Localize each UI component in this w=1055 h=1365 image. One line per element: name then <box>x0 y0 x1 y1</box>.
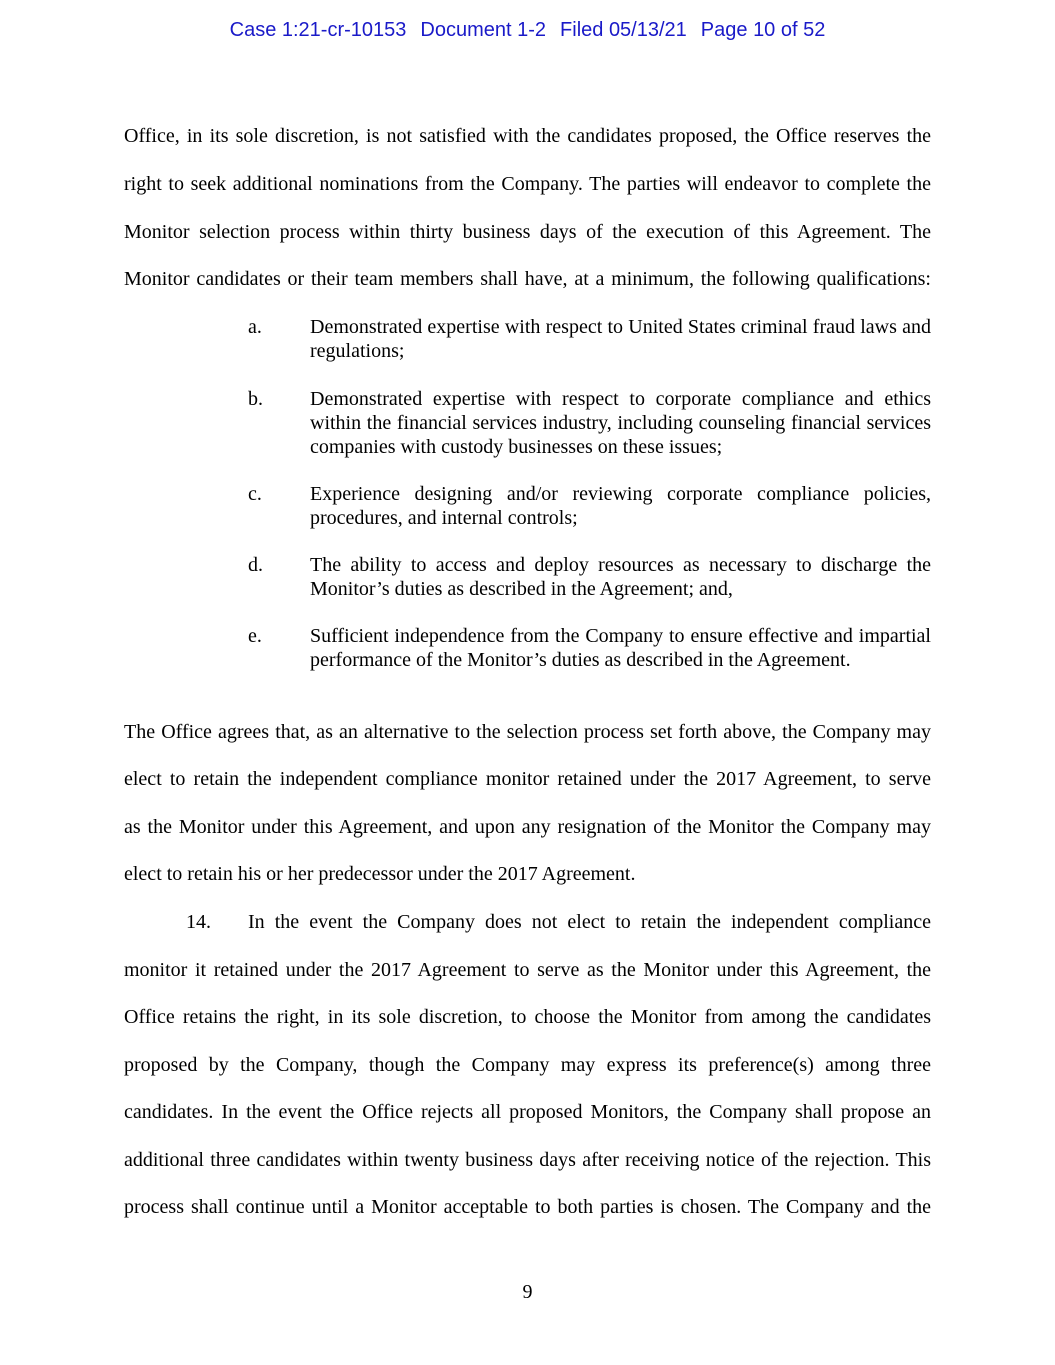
body-line: candidates. In the event the Office rejects all proposed Monitors, the Company shall propose an <box>124 1101 931 1123</box>
document-number: Document 1-2 <box>420 19 547 41</box>
court-filing-header <box>0 19 1055 42</box>
body-line: elect to retain the independent compliance monitor retained under the 2017 Agreement, to serve <box>124 768 931 790</box>
list-marker: a. <box>248 316 262 338</box>
body-line: Monitor candidates or their team members shall have, at a minimum, the following qualifications: <box>124 268 931 290</box>
case-number: Case 1:21-cr-10153 <box>229 19 407 41</box>
body-line: process shall continue until a Monitor acceptable to both parties is chosen. The Company and the <box>124 1196 931 1218</box>
body-line: The Office agrees that, as an alternative to the selection process set forth above, the Company may <box>124 721 931 743</box>
list-text: Experience designing and/or reviewing corporate compliance policies, procedures, and internal controls; <box>310 483 931 529</box>
body-line: as the Monitor under this Agreement, and upon any resignation of the Monitor the Company may <box>124 816 931 838</box>
page-count: Page 10 of 52 <box>700 19 826 41</box>
body-line: elect to retain his or her predecessor under the 2017 Agreement. <box>124 863 636 885</box>
body-line: Office, in its sole discretion, is not satisfied with the candidates proposed, the Office reserves the <box>124 125 931 147</box>
list-text: Demonstrated expertise with respect to corporate compliance and ethics within the financial services industry, including counseling financial services companies with custody businesses on these issues; <box>310 388 931 458</box>
body-line: right to seek additional nominations from the Company. The parties will endeavor to complete the <box>124 173 931 195</box>
body-line: proposed by the Company, though the Company may express its preference(s) among three <box>124 1054 931 1076</box>
list-marker: e. <box>248 625 262 647</box>
filed-date: Filed 05/13/21 <box>560 19 687 41</box>
list-text: Demonstrated expertise with respect to United States criminal fraud laws and regulations; <box>310 316 931 362</box>
list-text: Sufficient independence from the Company to ensure effective and impartial performance of the Monitor’s duties as described in the Agreement. <box>310 625 931 671</box>
page-number: 9 <box>522 1281 533 1303</box>
body-line: Monitor selection process within thirty business days of the execution of this Agreement. The <box>124 221 931 243</box>
paragraph-number: 14. <box>186 911 211 933</box>
list-marker: b. <box>248 388 263 410</box>
list-marker: d. <box>248 554 263 576</box>
body-line: monitor it retained under the 2017 Agreement to serve as the Monitor under this Agreement, the <box>124 959 931 981</box>
list-marker: c. <box>248 483 262 505</box>
body-line: Office retains the right, in its sole discretion, to choose the Monitor from among the candidates <box>124 1006 931 1028</box>
list-text: The ability to access and deploy resources as necessary to discharge the Monitor’s duties as described in the Agreement; and, <box>310 554 931 600</box>
body-line: additional three candidates within twenty business days after receiving notice of the rejection. This <box>124 1149 931 1171</box>
body-line: In the event the Company does not elect to retain the independent compliance <box>248 911 931 933</box>
